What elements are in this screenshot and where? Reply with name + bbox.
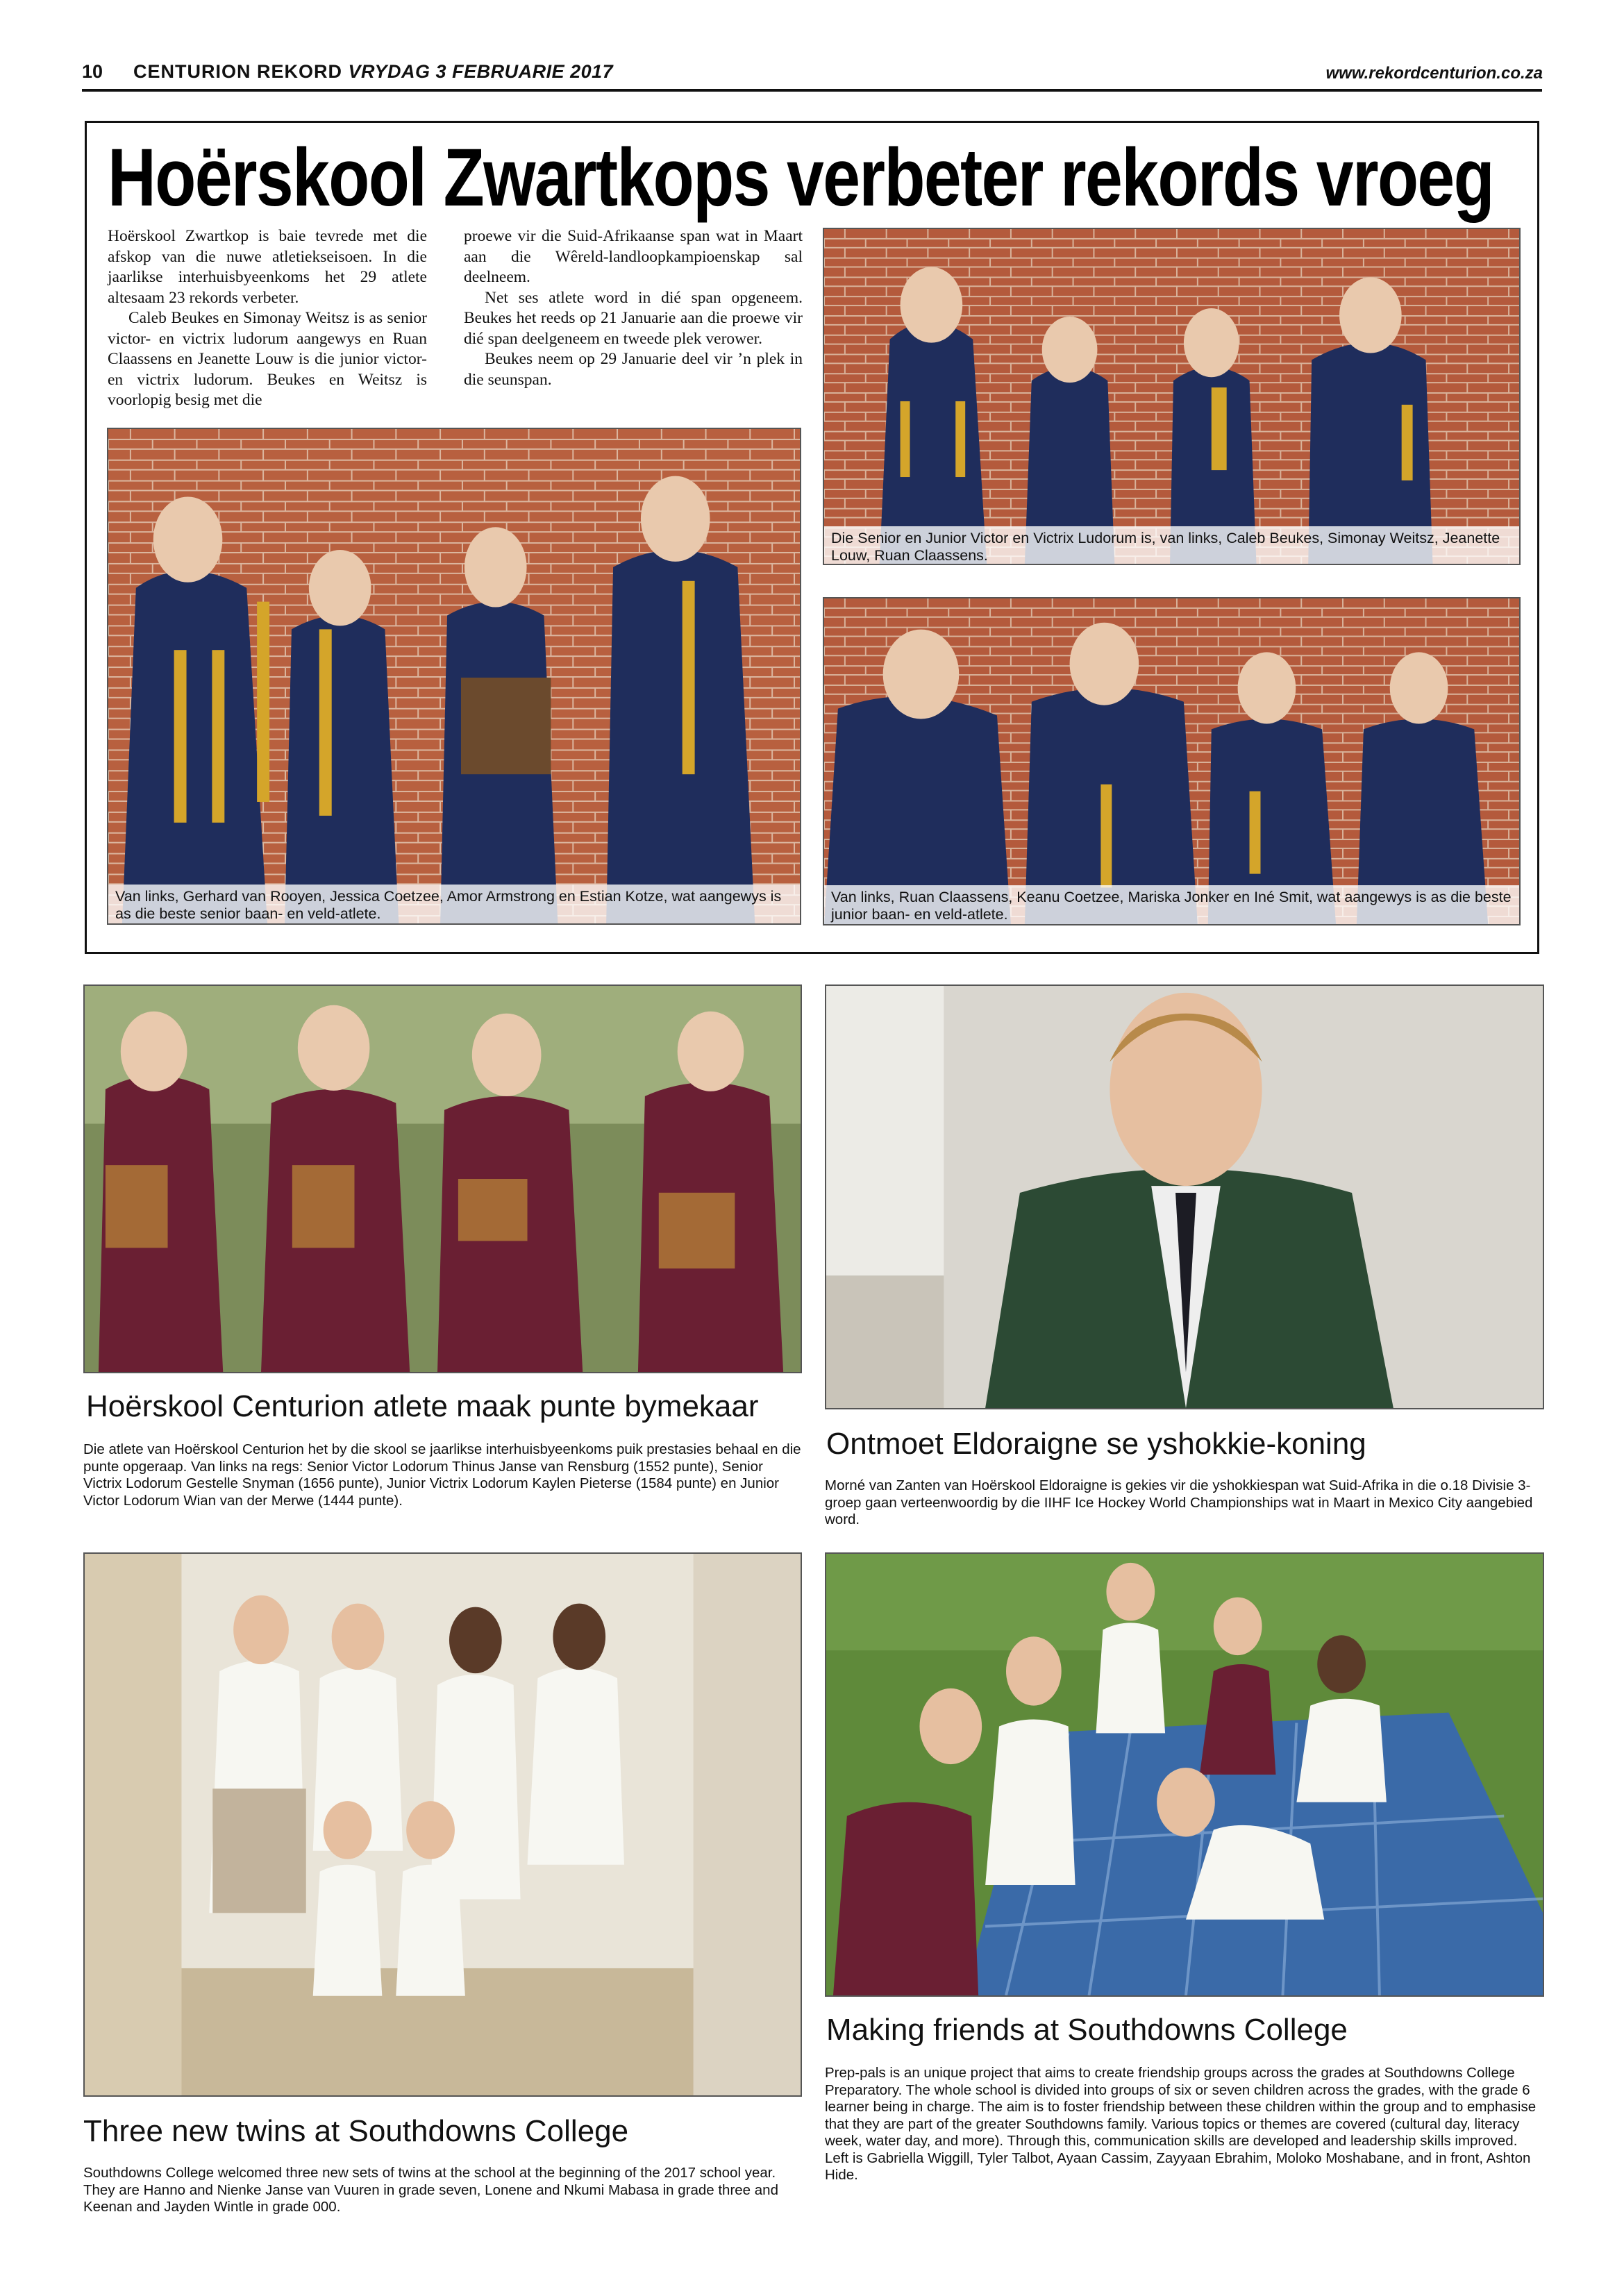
lead-paragraph: Hoërskool Zwartkop is baie tevrede met die afskop van die nuwe atletiekseisoen. In die jaarlikse interhuisbyeenkoms het 29 atlete altesaam 23 rekords verbeter. xyxy=(108,227,427,307)
lead-paragraph: Caleb Beukes en Simonay Weitsz is as senior victor- en victrix ludorum aangewys en Ruan Claassens en Jeanette Louw is die junior victor- en victrix ludorum. Beukes en Weitsz is voorlopig besig met die xyxy=(108,309,427,409)
photo-caption: Van links, Gerhard van Rooyen, Jessica Coetzee, Amor Armstrong en Estian Kotze, wat aangewys is as die beste senior baan- en veld-atlete. xyxy=(108,885,800,923)
photo-junior-athletes xyxy=(823,597,1521,925)
photo-victor-victrix xyxy=(823,228,1521,565)
twins-title: Three new twins at Southdowns College xyxy=(83,2114,629,2148)
photo-centurion-athletes xyxy=(83,984,802,1373)
lead-body-column-1 xyxy=(108,226,427,411)
friends-title: Making friends at Southdowns College xyxy=(826,2013,1348,2047)
eldoraigne-body: Morné van Zanten van Hoërskool Eldoraigne is gekies vir die yshokkiespan wat Suid-Afrika in die o.18 Divisie 3-groep gaan verteenwoordig by die IIHF Ice Hockey World Championships wat in Maart in Mexico City aangebied word. xyxy=(825,1477,1533,1527)
centurion-body: Die atlete van Hoërskool Centurion het by die skool se jaarlikse interhuisbyeenkoms puik prestasies behaal en die punte opgeraap. Van links na regs: Senior Victor Lodorum Thinus Janse van Rensburg (1552 punte), Senior Victrix Lodorum Gestelle Snyman (1656 punte), Junior Victrix Lodorum Kaylen Pieterse (1584 punte) en Junior Victor Lodorum Wian van der Merwe (1444 punte). xyxy=(83,1441,801,1509)
photo-senior-athletes xyxy=(107,428,801,925)
eldoraigne-title: Ontmoet Eldoraigne se yshokkie-koning xyxy=(826,1427,1366,1461)
issue-date: VRYDAG 3 FEBRUARIE 2017 xyxy=(348,61,614,82)
lead-headline: Hoërskool Zwartkops verbeter rekords vroeg xyxy=(108,132,1494,224)
photo-twins xyxy=(83,1552,802,2097)
lead-body-column-2 xyxy=(464,226,803,390)
page-number: 10 xyxy=(82,61,103,82)
running-header xyxy=(133,61,613,83)
lead-paragraph: Net ses atlete word in dié span opgeneem. Beukes het reeds op 21 Januarie aan die proewe vir dié span deelgeneem en tweede plek verower. xyxy=(464,288,803,348)
header-rule xyxy=(82,89,1542,92)
twins-body: Southdowns College welcomed three new sets of twins at the school at the beginning of the 2017 school year. They are Hanno and Nienke Janse van Vuuren in grade seven, Lonene and Nkumi Mabasa in grade three and Keenan and Jayden Wintle in grade 000. xyxy=(83,2165,778,2215)
photo-caption: Die Senior en Junior Victor en Victrix Ludorum is, van links, Caleb Beukes, Simonay Weitsz, Jeanette Louw, Ruan Claassens. xyxy=(824,526,1519,564)
centurion-title: Hoërskool Centurion atlete maak punte bymekaar xyxy=(86,1389,759,1423)
publication-name: CENTURION REKORD xyxy=(133,61,343,82)
photo-eldoraigne-player xyxy=(825,984,1544,1409)
lead-paragraph: proewe vir die Suid-Afrikaanse span wat in Maart aan die Wêreld-landloopkampioenskap sal deelneem. xyxy=(464,227,803,286)
lead-paragraph: Beukes neem op 29 Januarie deel vir ’n plek in die seunspan. xyxy=(464,350,803,389)
photo-prep-pals xyxy=(825,1552,1544,1997)
photo-caption: Van links, Ruan Claassens, Keanu Coetzee, Mariska Jonker en Iné Smit, wat aangewys is as die beste junior baan- en veld-atlete. xyxy=(824,885,1519,924)
website-url: www.rekordcenturion.co.za xyxy=(1325,64,1543,83)
friends-body: Prep-pals is an unique project that aims to create friendship groups across the grades at Southdowns College Preparatory. The whole school is divided into groups of six or seven children across the grades, with the grade 6 learner being in charge. The aim is to foster friendship between these children within the group and to emphasise that they are part of the greater Southdowns family. Various topics or themes are covered (cultural day, literacy week, water day, and more). Through this, communication skills are developed and leadership skills improved. Left is Gabriella Wiggill, Tyler Talbot, Ayaan Cassim, Zayyaan Ebrahim, Moloko Moshabane, and in front, Ashton Hide. xyxy=(825,2065,1537,2183)
